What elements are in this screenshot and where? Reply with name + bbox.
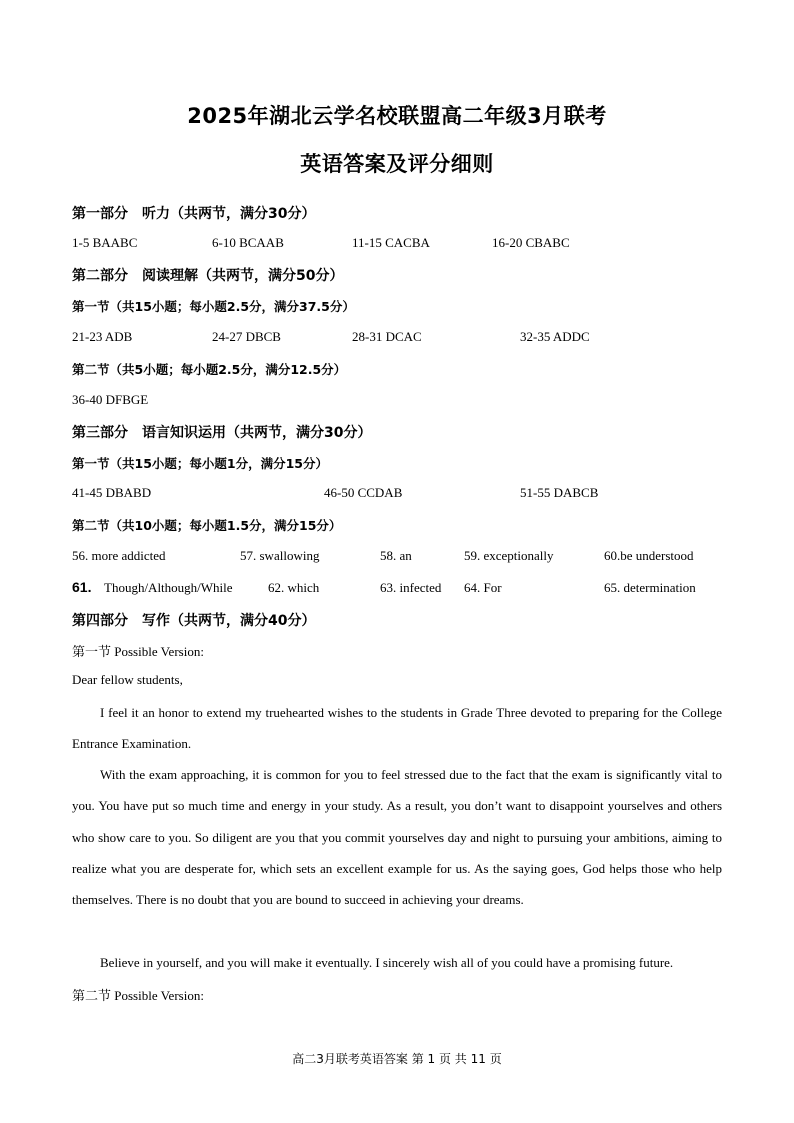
answer-group: 6-10 BCAAB [212, 235, 284, 250]
letter-paragraph-2: With the exam approaching, it is common for you to feel stressed due to the fact that the exam is significantly vital to you. You have put so much time and energy in your study. As a result, you don’t want to disappoint yourselves and others who show care to you. So diligent are you that you commit yourselves day and night to pursuing your ambitions, aiming to realize what you are desperate for, which sets an excellent example for us. As the saying goes, God helps those who help themselves. There is no doubt that you are bound to succeed in achieving your dreams. [72, 767, 722, 908]
answer-item: 57. swallowing [240, 548, 320, 563]
answer-item: Though/Although/While [104, 580, 233, 595]
part4-section1-label: 第一节 Possible Version: [72, 644, 204, 659]
letter-paragraph-1: I feel it an honor to extend my truehearted wishes to the students in Grade Three devoted to preparing for the College Entrance Examination. [72, 705, 722, 752]
answer-item: 62. which [268, 580, 320, 595]
part4-heading: 第四部分 写作（共两节，满分40分） [72, 613, 316, 629]
part2-heading: 第二部分 阅读理解（共两节，满分50分） [72, 268, 344, 284]
part4-section2-label: 第二节 Possible Version: [72, 988, 204, 1003]
part2-section2-heading: 第二节（共5小题；每小题2.5分，满分12.5分） [72, 362, 347, 377]
part2-section1-heading: 第一节（共15小题；每小题2.5分，满分37.5分） [72, 299, 355, 314]
answer-group: 32-35 ADDC [520, 329, 590, 344]
answer-group: 28-31 DCAC [352, 329, 422, 344]
answer-item: 63. infected [380, 580, 442, 595]
letter-paragraph-3: Believe in yourself, and you will make it eventually. I sincerely wish all of you could have a promising future. [100, 955, 674, 970]
part3-section2-heading: 第二节（共10小题；每小题1.5分，满分15分） [72, 518, 342, 533]
answer-item: 58. an [380, 548, 412, 563]
document-title: 2025年湖北云学名校联盟高二年级3月联考 [187, 104, 607, 128]
part3-section1-heading: 第一节（共15小题；每小题1分，满分15分） [72, 456, 328, 471]
answer-item: 59. exceptionally [464, 548, 554, 563]
letter-salutation: Dear fellow students, [72, 672, 183, 687]
answer-group: 51-55 DABCB [520, 485, 599, 500]
answer-group: 21-23 ADB [72, 329, 133, 344]
answer-group: 46-50 CCDAB [324, 485, 403, 500]
answer-group: 16-20 CBABC [492, 235, 570, 250]
answer-item: 65. determination [604, 580, 696, 595]
answer-item: 64. For [464, 580, 502, 595]
answer-item: 60.be understood [604, 548, 694, 563]
answer-group: 1-5 BAABC [72, 235, 138, 250]
answer-item: 56. more addicted [72, 548, 166, 563]
question-number-61: 61. [72, 579, 92, 595]
answer-group: 24-27 DBCB [212, 329, 281, 344]
page-footer: 高二3月联考英语答案 第 1 页 共 11 页 [292, 1052, 502, 1066]
answer-group: 41-45 DBABD [72, 485, 152, 500]
part3-heading: 第三部分 语言知识运用（共两节，满分30分） [72, 425, 372, 441]
answer-group: 36-40 DFBGE [72, 392, 149, 407]
document-subtitle: 英语答案及评分细则 [300, 152, 494, 176]
answer-group: 11-15 CACBA [352, 235, 430, 250]
part1-heading: 第一部分 听力（共两节，满分30分） [72, 206, 316, 222]
